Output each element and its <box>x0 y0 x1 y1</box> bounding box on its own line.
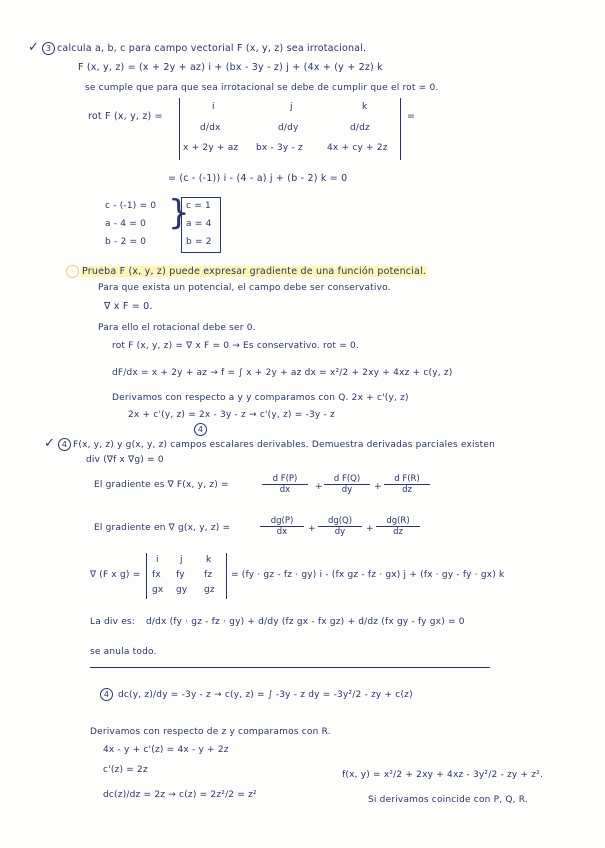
grad-title: · Prueba F (x, y, z) puede expresar gradiente de una función potencial. <box>66 265 427 278</box>
p4b-final-2: Si derivamos coincide con P, Q, R. <box>368 795 528 805</box>
p3-ans-b: b = 2 <box>186 237 212 247</box>
p3-m-j: j <box>290 102 293 112</box>
p4-title-2: div (∇f x ∇g) = 0 <box>86 455 164 465</box>
p4-grad-g-r: $\frac{dg(R)}{dz}$ <box>376 516 420 537</box>
check-mark-icon: ✓ <box>28 40 39 55</box>
divider-line <box>90 667 490 668</box>
grad-line-3: Para ello el rotacional debe ser 0. <box>98 323 256 333</box>
p3-m-k: k <box>362 102 368 112</box>
p4b-final: f(x, y) = x²/2 + 2xy + 4xz - 3y²/2 - zy + z². <box>342 770 544 780</box>
p4-div-result: d/dx (fy · gz - fz · gy) + d/dy (fz gx - fx gz) + d/dz (fx gy - fy gx) = 0 <box>146 617 465 627</box>
p3-rot-label: rot F (x, y, z) = <box>88 111 163 122</box>
plus-sign: + <box>374 482 382 492</box>
plus-sign: + <box>315 482 323 492</box>
p4b-line-5: dc(z)/dz = 2z → c(z) = 2z²/2 = z² <box>103 790 257 800</box>
p3-m-dx: d/dx <box>200 123 221 133</box>
check-mark-icon: ✓ <box>44 436 55 451</box>
p3-det-equals: = <box>407 111 416 122</box>
p3-m-dz: d/dz <box>350 123 370 133</box>
p4-grad-f-q: $\frac{\text{d F(Q)}}{dy}$ <box>324 474 370 495</box>
p3-sys-3: b - 2 = 0 <box>105 237 147 247</box>
p4-c-i: i <box>156 555 159 565</box>
p4-c-gy: gy <box>176 585 188 595</box>
grad-line-6: Derivamos con respecto a y y comparamos con Q. 2x + c'(y, z) <box>112 393 409 403</box>
p4-grad-g-p: $\frac{dg(P)}{dx}$ <box>260 516 304 537</box>
p4b-mark: 4 <box>100 688 115 701</box>
p3-m-p: x + 2y + az <box>183 143 239 153</box>
p4-cross-result: = (fy · gz - fz · gy) i - (fx gz - fz · gx) j + (fx · gy - fy · gx) k <box>231 570 505 580</box>
p3-m-q: bx - 3y - z <box>256 143 303 153</box>
p4-grad-g-q: $\frac{dg(Q)}{dy}$ <box>318 516 362 537</box>
p3-m-r: 4x + cy + 2z <box>327 143 388 153</box>
p4-grad-f-label: El gradiente es ∇ F(x, y, z) = <box>94 480 229 490</box>
p3-ans-a: a = 4 <box>186 219 212 229</box>
p4-cancel: se anula todo. <box>90 647 157 657</box>
p4-grad-f-p: $\frac{\text{d F(P)}}{dx}$ <box>262 474 308 495</box>
p4-div-label: La div es: <box>90 617 136 627</box>
p4-c-gz: gz <box>204 585 215 595</box>
p4-c-fy: fy <box>176 570 185 580</box>
grad-line-5: dF/dx = x + 2y + az → f = ∫ x + 2y + az dx = x²/2 + 2xy + 4xz + c(y, z) <box>112 368 453 378</box>
p3-condition: se cumple que para que sea irrotacional se debe de cumplir que el rot = 0. <box>85 83 439 93</box>
p4-c-fx: fx <box>152 570 161 580</box>
p3-result: = (c - (-1)) i - (4 - a) j + (b - 2) k = 0 <box>168 173 348 184</box>
grad-line-4: rot F (x, y, z) = ∇ x F = 0 → Es conservativo. rot = 0. <box>112 341 360 351</box>
grad-line-1: Para que exista un potencial, el campo debe ser conservativo. <box>98 283 391 293</box>
p4b-line-2: Derivamos con respecto de z y comparamos con R. <box>90 727 331 737</box>
det-right-bar <box>400 98 401 160</box>
p4-c-fz: fz <box>204 570 213 580</box>
brace-icon: } <box>168 193 190 233</box>
p3-ans-c: c = 1 <box>186 201 211 211</box>
p4-grad-g-label: El gradiente en ∇ g(x, y, z) = <box>94 523 231 533</box>
p3-title: 3 calcula a, b, c para campo vectorial F (x, y, z) sea irrotacional. <box>42 42 366 55</box>
p4b-line-3: 4x - y + c'(z) = 4x - y + 2z <box>103 745 229 755</box>
p4-c-gx: gx <box>152 585 164 595</box>
p4-cross-label: ∇ (F x g) = <box>90 570 141 580</box>
p4-grad-f-r: $\frac{\text{d F(R)}}{dz}$ <box>384 474 430 495</box>
p3-sys-1: c - (-1) = 0 <box>105 201 157 211</box>
grad-mark: 4 <box>194 423 209 436</box>
yellow-circle-icon: · <box>66 265 79 278</box>
p3-sys-2: a - 4 = 0 <box>105 219 146 229</box>
det-left-bar <box>179 98 180 160</box>
plus-sign: + <box>366 524 374 534</box>
p3-number: 3 <box>42 42 55 55</box>
grad-line-7: 2x + c'(y, z) = 2x - 3y - z → c'(y, z) = -3y - z <box>128 410 335 420</box>
p4-c-k: k <box>206 555 212 565</box>
grad-line-2: ∇ x F = 0. <box>104 301 153 312</box>
p3-m-dy: d/dy <box>278 123 299 133</box>
p4-title: 4 F(x, y, z) y g(x, y, z) campos escalares derivables. Demuestra derivadas parciales existen <box>58 438 495 451</box>
p4-c-j: j <box>180 555 183 565</box>
p3-m-i: i <box>212 102 215 112</box>
p3-field: F (x, y, z) = (x + 2y + az) i + (bx - 3y - z) j + (4x + (y + 2z) k <box>78 62 383 73</box>
det-left-bar <box>146 553 147 599</box>
p4b-line-4: c'(z) = 2z <box>103 765 148 775</box>
plus-sign: + <box>308 524 316 534</box>
p4b-line-1: dc(y, z)/dy = -3y - z → c(y, z) = ∫ -3y - z dy = -3y²/2 - zy + c(z) <box>118 690 413 700</box>
p4-number: 4 <box>58 438 71 451</box>
det-right-bar <box>226 553 227 599</box>
